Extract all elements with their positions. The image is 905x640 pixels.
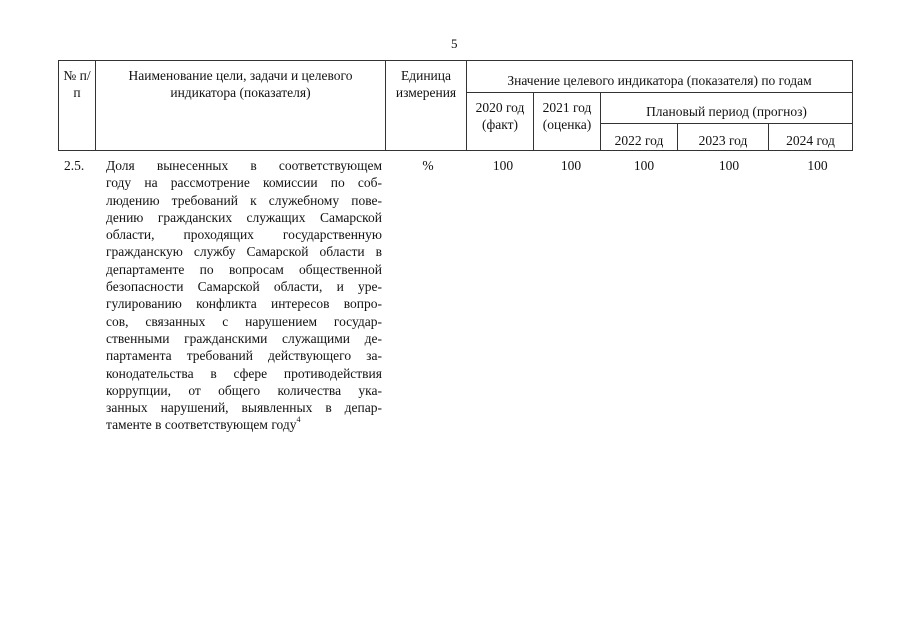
header-num: № п/п xyxy=(59,61,96,151)
indicator-table-header xyxy=(58,60,853,151)
row-unit: % xyxy=(422,158,434,173)
header-2023: 2023 год xyxy=(678,124,769,151)
header-name: Наименование цели, задачи и целевого индикатора (показателя) xyxy=(96,61,386,151)
header-2022: 2022 год xyxy=(601,124,678,151)
row-value-2022: 100 xyxy=(633,158,655,173)
row-value-2020: 100 xyxy=(492,158,514,173)
row-value-2021: 100 xyxy=(560,158,582,173)
header-values-group: Значение целевого индикатора (показателя) по годам xyxy=(467,61,853,93)
row-value-2024: 100 xyxy=(807,158,828,173)
row-value-2023: 100 xyxy=(718,158,740,173)
page-number: 5 xyxy=(451,36,458,51)
header-2020: 2020 год (факт) xyxy=(467,93,534,151)
row-number: 2.5. xyxy=(64,158,85,173)
last-line-text: таменте в соответствующем году xyxy=(106,417,297,433)
header-2024: 2024 год xyxy=(769,124,853,151)
header-plan-group: Плановый период (прогноз) xyxy=(601,93,853,124)
header-2021: 2021 год (оценка) xyxy=(534,93,601,151)
header-unit: Единица измерения xyxy=(386,61,467,151)
row-indicator-name: Доля вынесенных в соответствующем году на рассмотрение комиссии по соб- людению требований к служебному пове- дению гражданских служащих Самарской области, проходящих государственную гражданскую службу Самарской области в департаменте по вопросам общественной безопасности Самарской области, и уре- гулированию конфликта интересов вопро- сов, связанных с нарушением государ- ственными гражданскими служащими де- партамента требований действующего за- конодательства в сфере противодействия коррупции, от общего количества ука- занных нарушений, выявленных в депар- таменте в соответствующем году$^4$ xyxy=(106,158,382,433)
footnote-marker: 4 xyxy=(296,415,301,425)
